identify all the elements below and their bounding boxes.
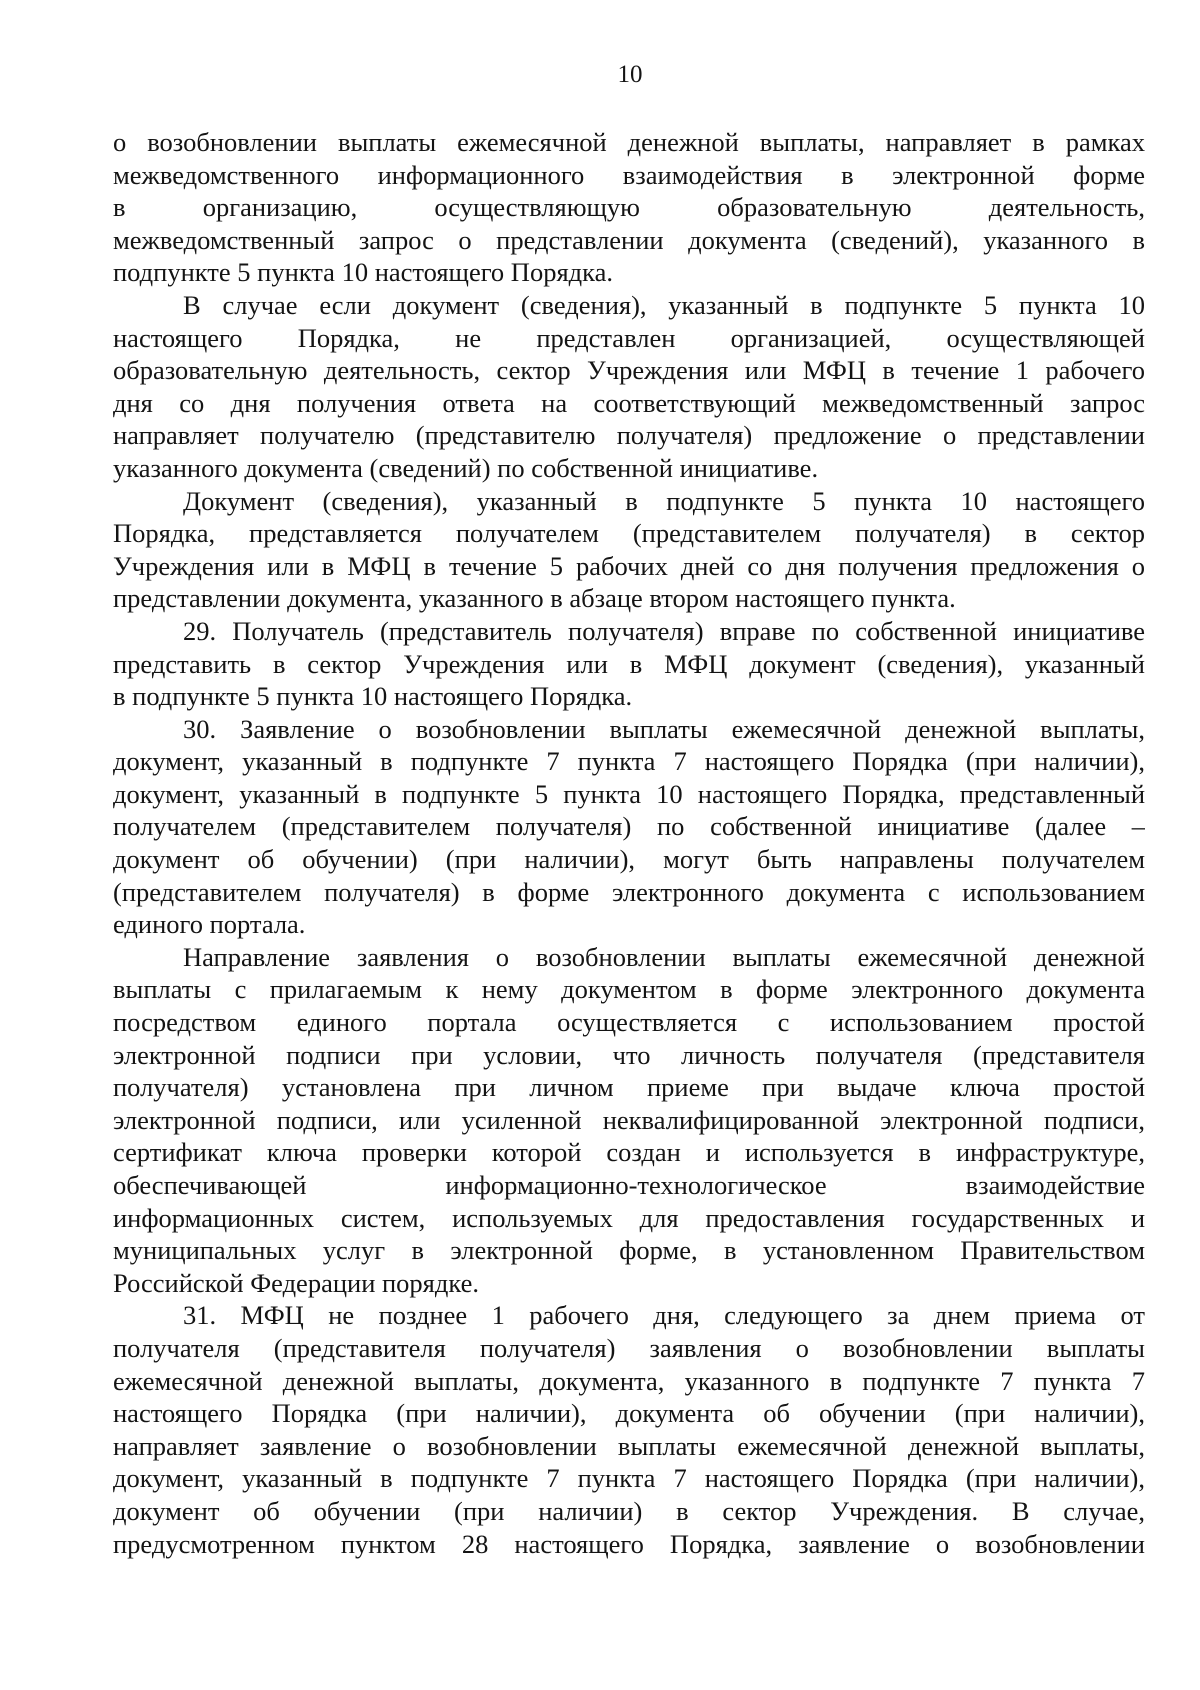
text-line: межведомственного информационного взаимодействия в электронной форме bbox=[113, 159, 1145, 190]
paragraph bbox=[113, 485, 1145, 615]
text-line: муниципальных услуг в электронной форме, в установленном Правительством bbox=[113, 1235, 1145, 1266]
text-line: информационных систем, используемых для предоставления государственных и bbox=[113, 1202, 1145, 1233]
text-line: посредством единого портала осуществляется с использованием простой bbox=[113, 1007, 1145, 1038]
text-line: получателя) установлена при личном приеме при выдаче ключа простой bbox=[113, 1072, 1145, 1103]
text-line: получателем (представителем получателя) по собственной инициативе (далее – bbox=[113, 811, 1145, 842]
text-line: Учреждения или в МФЦ в течение 5 рабочих дней со дня получения предложения о bbox=[113, 550, 1145, 581]
page-number: 10 bbox=[617, 61, 643, 88]
text-line: настоящего Порядка, не представлен организацией, осуществляющей bbox=[113, 322, 1145, 353]
text-line: документ об обучении (при наличии) в сектор Учреждения. В случае, bbox=[113, 1495, 1145, 1526]
text-line: о возобновлении выплаты ежемесячной денежной выплаты, направляет в рамках bbox=[113, 127, 1145, 157]
text-line: предусмотренном пунктом 28 настоящего Порядка, заявление о возобновлении bbox=[113, 1528, 1145, 1559]
text-line: Направление заявления о возобновлении выплаты ежемесячной денежной bbox=[183, 941, 1145, 972]
text-line: направляет получателю (представителю получателя) предложение о представлении bbox=[113, 420, 1145, 451]
paragraph bbox=[113, 615, 1145, 713]
text-line: единого портала. bbox=[113, 909, 306, 940]
text-line: электронной подписи при условии, что личность получателя (представителя bbox=[113, 1039, 1145, 1070]
text-line: документ, указанный в подпункте 7 пункта 7 настоящего Порядка (при наличии), bbox=[113, 1463, 1145, 1494]
text-line: обеспечивающей информационно-технологическое взаимодействие bbox=[113, 1170, 1145, 1200]
text-line: подпункте 5 пункта 10 настоящего Порядка. bbox=[113, 257, 613, 288]
text-line: получателя (представителя получателя) заявления о возобновлении выплаты bbox=[113, 1332, 1145, 1363]
paragraph bbox=[113, 1299, 1145, 1560]
text-line: Порядка, представляется получателем (представителем получателя) в сектор bbox=[113, 518, 1145, 549]
text-line: межведомственный запрос о представлении документа (сведений), указанного в bbox=[113, 224, 1145, 255]
text-line: (представителем получателя) в форме электронного документа с использованием bbox=[113, 876, 1145, 907]
paragraph bbox=[113, 126, 1145, 289]
text-line: документ, указанный в подпункте 7 пункта 7 настоящего Порядка (при наличии), bbox=[113, 746, 1145, 777]
text-line: направляет заявление о возобновлении выплаты ежемесячной денежной выплаты, bbox=[113, 1430, 1145, 1461]
text-line: настоящего Порядка (при наличии), документа об обучении (при наличии), bbox=[113, 1398, 1145, 1429]
text-line: в подпункте 5 пункта 10 настоящего Порядка. bbox=[113, 681, 633, 712]
paragraph bbox=[113, 941, 1145, 1300]
paragraph bbox=[113, 289, 1145, 485]
text-line: 30. Заявление о возобновлении выплаты ежемесячной денежной выплаты, bbox=[183, 713, 1145, 744]
text-line: сертификат ключа проверки которой создан и используется в инфраструктуре, bbox=[113, 1137, 1145, 1168]
document-body bbox=[113, 126, 1145, 1560]
text-line: выплаты с прилагаемым к нему документом в форме электронного документа bbox=[113, 974, 1145, 1005]
text-line: в организацию, осуществляющую образовательную деятельность, bbox=[113, 192, 1145, 223]
text-line: указанного документа (сведений) по собственной инициативе. bbox=[113, 452, 819, 483]
paragraph bbox=[113, 713, 1145, 941]
text-line: Российской Федерации порядке. bbox=[113, 1267, 479, 1298]
text-line: дня со дня получения ответа на соответствующий межведомственный запрос bbox=[113, 387, 1145, 418]
text-line: электронной подписи, или усиленной неквалифицированной электронной подписи, bbox=[113, 1104, 1145, 1135]
text-line: документ об обучении) (при наличии), могут быть направлены получателем bbox=[113, 844, 1145, 875]
text-line: В случае если документ (сведения), указанный в подпункте 5 пункта 10 bbox=[183, 289, 1145, 320]
text-line: представлении документа, указанного в абзаце втором настоящего пункта. bbox=[113, 583, 956, 614]
text-line: ежемесячной денежной выплаты, документа, указанного в подпункте 7 пункта 7 bbox=[113, 1365, 1145, 1396]
text-line: представить в сектор Учреждения или в МФЦ документ (сведения), указанный bbox=[113, 648, 1145, 679]
text-line: образовательную деятельность, сектор Учреждения или МФЦ в течение 1 рабочего bbox=[113, 355, 1145, 386]
text-line: 31. МФЦ не позднее 1 рабочего дня, следующего за днем приема от bbox=[183, 1300, 1145, 1331]
text-line: Документ (сведения), указанный в подпункте 5 пункта 10 настоящего bbox=[183, 485, 1145, 516]
text-line: документ, указанный в подпункте 5 пункта 10 настоящего Порядка, представленный bbox=[113, 778, 1145, 809]
text-line: 29. Получатель (представитель получателя) вправе по собственной инициативе bbox=[183, 615, 1145, 646]
